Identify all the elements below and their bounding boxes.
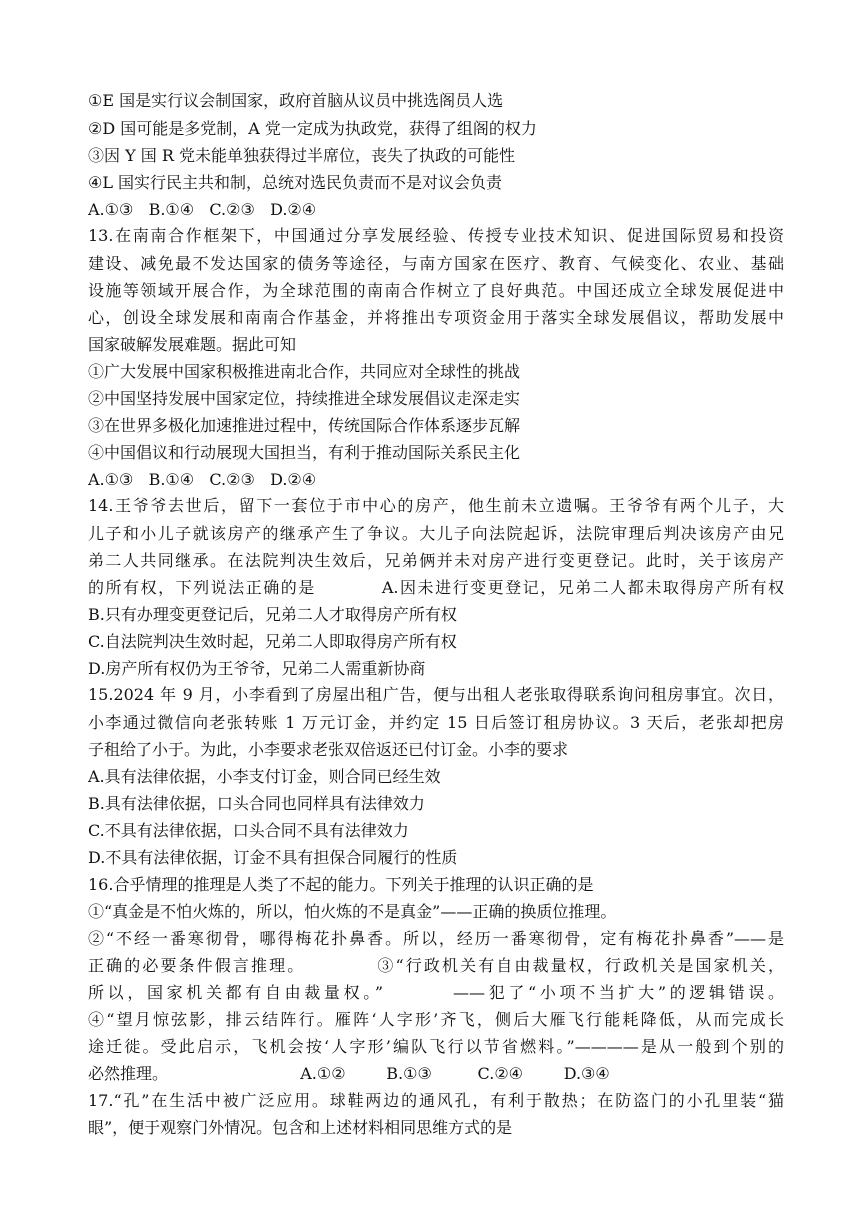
question-13-text: 13.在南南合作框架下，中国通过分享发展经验、传授专业技术知识、促进国际贸易和投资 xyxy=(88,226,784,245)
question-13-text: 国家破解发展难题。据此可知 xyxy=(88,335,297,354)
question-15-text: 小李通过微信向老张转账 1 万元订金，并约定 15 日后签订租房协议。3 天后，老张却把房 xyxy=(88,713,784,732)
question-16-text: 16.合乎情理的推理是人类了不起的能力。下列关于推理的认识正确的是 xyxy=(88,875,594,894)
question-14-text: 儿子和小儿子就该房产的继承产生了争议。大儿子向法院起诉，法院审理后判决该房产由兄 xyxy=(88,524,784,543)
option-line: ④中国倡议和行动展现大国担当，有利于推动国际关系民主化 xyxy=(88,443,521,462)
option-line: B.具有法律依据，口头合同也同样具有法律效力 xyxy=(88,794,425,813)
option-line: ④L 国实行民主共和制，总统对选民负责而不是对议会负责 xyxy=(88,173,503,192)
question-17-text: 17.“孔”在生活中被广泛应用。球鞋两边的通风孔，有利于散热；在防盗门的小孔里装“猫 xyxy=(88,1091,784,1110)
option-line: ①广大发展中国家积极推进南北合作，共同应对全球性的挑战 xyxy=(88,362,521,381)
option-line: 正确的必要条件假言推理。 ③“行政机关有自由裁量权，行政机关是国家机关， xyxy=(88,956,784,975)
option-line: A.具有法律依据，小李支付订金，则合同已经生效 xyxy=(88,767,441,786)
option-line: C.自法院判决生效时起，兄弟二人即取得房产所有权 xyxy=(88,632,457,651)
option-line: 途迁徙。受此启示，飞机会按‘人字形’编队飞行以节省燃料。”————是从一般到个别的 xyxy=(88,1037,784,1056)
option-line: ④“望月惊弦影，排云结阵行。雁阵‘人字形’齐飞，侧后大雁飞行能耗降低，从而完成长 xyxy=(88,1010,784,1029)
answer-choices: 必然推理。 A.①② B.①③ C.②④ D.③④ xyxy=(88,1064,610,1083)
question-13-text: 建设、减免最不发达国家的债务等途径，与南方国家在医疗、教育、气候变化、农业、基础 xyxy=(88,254,784,273)
option-line: ③因 Y 国 R 党未能单独获得过半席位，丧失了执政的可能性 xyxy=(88,146,515,165)
option-line: ①E 国是实行议会制国家，政府首脑从议员中挑选阁员人选 xyxy=(88,91,504,110)
option-line: ②D 国可能是多党制，A 党一定成为执政党，获得了组阁的权力 xyxy=(88,119,537,138)
option-line: ②“不经一番寒彻骨，哪得梅花扑鼻香。所以，经历一番寒彻骨，定有梅花扑鼻香”——是 xyxy=(88,929,784,948)
option-line: D.房产所有权仍为王爷爷，兄弟二人需重新协商 xyxy=(88,659,426,678)
question-14-text: 弟二人共同继承。在法院判决生效后，兄弟俩并未对房产进行变更登记。此时，关于该房产 xyxy=(88,551,784,570)
option-line: 所以，国家机关都有自由裁量权。” ——犯了“小项不当扩大”的逻辑错误。 xyxy=(88,983,784,1002)
question-13-text: 心，创设全球发展和南南合作基金，并将推出专项资金用于落实全球发展倡议，帮助发展中 xyxy=(88,308,784,327)
option-line: ③在世界多极化加速推进过程中，传统国际合作体系逐步瓦解 xyxy=(88,416,521,435)
question-15-text: 15.2024 年 9 月，小李看到了房屋出租广告，便与出租人老张取得联系询问租房事宜。次日， xyxy=(88,685,784,704)
question-15-text: 子租给了小于。为此，小李要求老张双倍返还已付订金。小李的要求 xyxy=(88,740,569,759)
question-14-text: 14.王爷爷去世后，留下一套位于市中心的房产，他生前未立遗嘱。王爷爷有两个儿子，大 xyxy=(88,496,784,515)
option-line: C.不具有法律依据，口头合同不具有法律效力 xyxy=(88,821,409,840)
question-17-text: 眼”，便于观察门外情况。包含和上述材料相同思维方式的是 xyxy=(88,1118,513,1137)
option-line: B.只有办理变更登记后，兄弟二人才取得房产所有权 xyxy=(88,605,457,624)
option-line: D.不具有法律依据，订金不具有担保合同履行的性质 xyxy=(88,848,458,867)
answer-choices: A.①③ B.①④ C.②③ D.②④ xyxy=(88,200,317,219)
option-line: ①“真金是不怕火炼的，所以，怕火炼的不是真金”——正确的换质位推理。 xyxy=(88,902,617,921)
answer-choices: A.①③ B.①④ C.②③ D.②④ xyxy=(88,470,317,489)
question-13-text: 设施等领域开展合作，为全球范围的南南合作树立了良好典范。中国还成立全球发展促进中 xyxy=(88,281,784,300)
question-14-text: 的所有权，下列说法正确的是 A.因未进行变更登记，兄弟二人都未取得房产所有权 xyxy=(88,578,784,597)
option-line: ②中国坚持发展中国家定位，持续推进全球发展倡议走深走实 xyxy=(88,389,521,408)
